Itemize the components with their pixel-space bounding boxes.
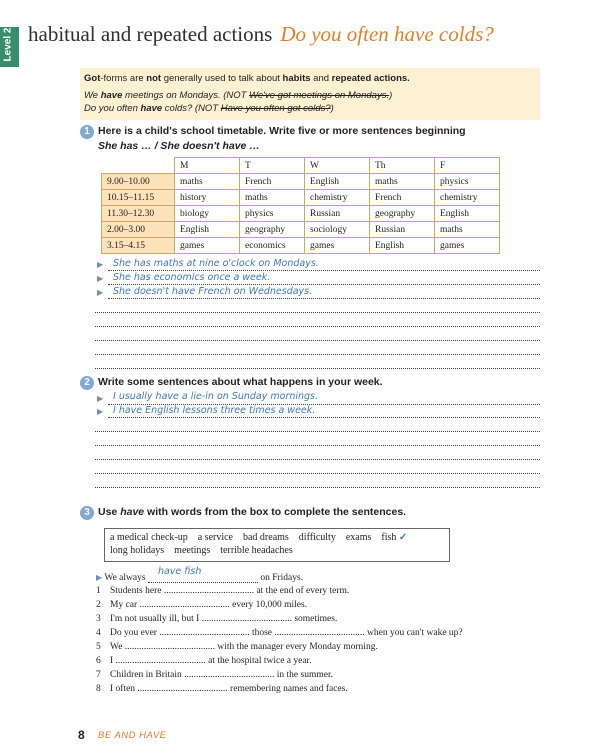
- answer-text: have fish: [157, 566, 202, 577]
- writing-line[interactable]: [108, 298, 540, 299]
- sentence-number: 6: [96, 656, 101, 666]
- exercise-1-heading: Here is a child's school timetable. Write five or more sentences beginning: [98, 125, 466, 137]
- exercise-1-subheading: She has … / She doesn't have …: [98, 140, 260, 152]
- rule-text: and: [310, 73, 332, 84]
- subject-cell: games: [175, 238, 240, 254]
- time-slot: 10.15–11.15: [102, 190, 175, 206]
- day-header: W: [305, 158, 370, 174]
- title-text: habitual and repeated actions: [28, 22, 273, 46]
- sentence-text: Do you ever ...................................... those ...................................... when you can't wake up?: [110, 628, 463, 638]
- timetable-row: [102, 206, 500, 222]
- example-text: Do you often: [84, 103, 141, 114]
- word-box-line-1: [110, 532, 407, 543]
- writing-line[interactable]: [108, 284, 540, 285]
- arrow-icon: ▶: [96, 573, 103, 582]
- subject-cell: history: [175, 190, 240, 206]
- rule-text: generally used to talk about: [161, 73, 283, 84]
- writing-line[interactable]: [95, 487, 540, 488]
- sentence-number: 8: [96, 684, 101, 694]
- sentence[interactable]: [96, 656, 312, 666]
- sentence-text: Students here ...................................... at the end of every term.: [110, 586, 350, 596]
- timetable-corner: [102, 158, 175, 174]
- subject-cell: chemistry: [435, 190, 500, 206]
- heading-have: have: [120, 506, 145, 518]
- writing-line[interactable]: [95, 473, 540, 474]
- answer-line[interactable]: I have English lessons three times a week.: [113, 405, 316, 416]
- writing-line[interactable]: [95, 459, 540, 460]
- subject-cell: Russian: [305, 206, 370, 222]
- subject-cell: English: [435, 206, 500, 222]
- subject-cell: English: [305, 174, 370, 190]
- day-header: F: [435, 158, 500, 174]
- writing-line[interactable]: [108, 417, 540, 418]
- arrow-icon: ▶: [97, 274, 104, 283]
- rule-example-2: [84, 103, 334, 114]
- answer-line[interactable]: I usually have a lie-in on Sunday mornings.: [113, 391, 319, 402]
- example-strike: We've got meetings on Mondays.: [249, 90, 390, 101]
- sentence-text: I'm not usually ill, but I ...................................... sometimes.: [110, 614, 338, 624]
- subject-cell: physics: [435, 174, 500, 190]
- writing-line[interactable]: [95, 354, 540, 355]
- answer-line[interactable]: She has economics once a week.: [113, 272, 271, 283]
- subject-cell: geography: [370, 206, 435, 222]
- sentence-number: 4: [96, 628, 101, 638]
- sentence[interactable]: [96, 628, 463, 638]
- rule-text: -forms are: [100, 73, 147, 84]
- time-slot: 9.00–10.00: [102, 174, 175, 190]
- sentence-number: 5: [96, 642, 101, 652]
- page-title: [28, 22, 494, 47]
- subject-cell: physics: [240, 206, 305, 222]
- subject-cell: French: [240, 174, 305, 190]
- timetable-row: [102, 174, 500, 190]
- subject-cell: games: [435, 238, 500, 254]
- exercise-2-heading: Write some sentences about what happens in your week.: [98, 376, 383, 388]
- subject-cell: English: [370, 238, 435, 254]
- arrow-icon: ▶: [97, 288, 104, 297]
- example-text: ): [389, 90, 393, 101]
- subject-cell: maths: [175, 174, 240, 190]
- subject-cell: biology: [175, 206, 240, 222]
- gap[interactable]: [148, 566, 258, 583]
- rule-not: not: [146, 73, 162, 84]
- example-bold: have: [140, 103, 163, 114]
- sentence[interactable]: [96, 642, 378, 652]
- sentence[interactable]: [96, 614, 337, 624]
- answer-line[interactable]: She has maths at nine o'clock on Mondays.: [113, 258, 319, 269]
- writing-line[interactable]: [95, 431, 540, 432]
- timetable-row: [102, 190, 500, 206]
- exercise-3-number: 3: [80, 506, 94, 520]
- subject-cell: English: [175, 222, 240, 238]
- time-slot: 2.00–3.00: [102, 222, 175, 238]
- writing-line[interactable]: [95, 445, 540, 446]
- example-text: colds? (NOT: [162, 103, 221, 114]
- exercise-2-number: 2: [80, 376, 94, 390]
- exercise-1-number: 1: [80, 125, 94, 139]
- sentence-text: on Fridays.: [260, 573, 304, 583]
- rule-repeated: repeated actions.: [331, 73, 410, 84]
- subject-cell: sociology: [305, 222, 370, 238]
- writing-line[interactable]: [108, 270, 540, 271]
- level-label: Level 2: [2, 27, 14, 62]
- example-text: We: [84, 90, 101, 101]
- example-text: meetings on Mondays. (NOT: [122, 90, 250, 101]
- time-slot: 11.30–12.30: [102, 206, 175, 222]
- subject-cell: maths: [370, 174, 435, 190]
- rule-got: Got: [84, 73, 101, 84]
- sentence-text: We ...................................... with the manager every Monday morning.: [110, 642, 378, 652]
- sentence[interactable]: [96, 670, 333, 680]
- word-box-line-2: long holidays meetings terrible headaches: [110, 545, 293, 556]
- subject-cell: maths: [435, 222, 500, 238]
- writing-line[interactable]: [95, 312, 540, 313]
- sentence-number: 3: [96, 614, 101, 624]
- sentence-text: Children in Britain ...................................... in the summer.: [110, 670, 333, 680]
- day-header: T: [240, 158, 305, 174]
- sentence-number: 7: [96, 670, 101, 680]
- rule-statement: [84, 73, 410, 84]
- writing-line[interactable]: [95, 368, 540, 369]
- answer-line[interactable]: She doesn't have French on Wednesdays.: [113, 286, 313, 297]
- sentence-number: 1: [96, 586, 101, 596]
- subject-cell: geography: [240, 222, 305, 238]
- timetable-row: [102, 222, 500, 238]
- word-list: a medical check-up a service bad dreams difficulty exams fish: [110, 532, 397, 543]
- time-slot: 3.15–4.15: [102, 238, 175, 254]
- sentence-text: I often ...................................... remembering names and faces.: [110, 684, 348, 694]
- subject-cell: Russian: [370, 222, 435, 238]
- sentence[interactable]: [96, 684, 348, 694]
- sentence-number: 2: [96, 600, 101, 610]
- day-header: M: [175, 158, 240, 174]
- subject-cell: maths: [240, 190, 305, 206]
- example-strike: Have you often got colds?: [220, 103, 331, 114]
- timetable: [101, 157, 500, 254]
- example-bold: have: [100, 90, 123, 101]
- subject-cell: economics: [240, 238, 305, 254]
- rule-example-1: [84, 90, 392, 101]
- sentence-text: We always: [104, 573, 146, 583]
- subject-cell: games: [305, 238, 370, 254]
- subject-cell: French: [370, 190, 435, 206]
- sentence-text: I ...................................... at the hospital twice a year.: [110, 656, 312, 666]
- arrow-icon: ▶: [97, 407, 104, 416]
- rule-habits: habits: [282, 73, 311, 84]
- exercise-3-heading: [98, 506, 406, 518]
- example-sentence: [96, 566, 304, 584]
- sentence-text: My car ...................................... every 10,000 miles.: [110, 600, 308, 610]
- subject-cell: chemistry: [305, 190, 370, 206]
- example-text: ): [330, 103, 334, 114]
- timetable-row: [102, 238, 500, 254]
- title-question: Do you often have colds?: [280, 22, 494, 46]
- writing-line[interactable]: [95, 340, 540, 341]
- heading-text: Use: [98, 506, 121, 518]
- page-number: 8: [78, 728, 85, 742]
- arrow-icon: ▶: [97, 394, 104, 403]
- heading-text: with words from the box to complete the sentences.: [144, 506, 407, 518]
- writing-line[interactable]: [95, 326, 540, 327]
- section-title: BE AND HAVE: [98, 730, 167, 741]
- day-header: Th: [370, 158, 435, 174]
- check-icon: ✓: [398, 532, 408, 543]
- sentence[interactable]: [96, 600, 307, 610]
- timetable-header-row: [102, 158, 500, 174]
- sentence[interactable]: [96, 586, 349, 596]
- arrow-icon: ▶: [97, 260, 104, 269]
